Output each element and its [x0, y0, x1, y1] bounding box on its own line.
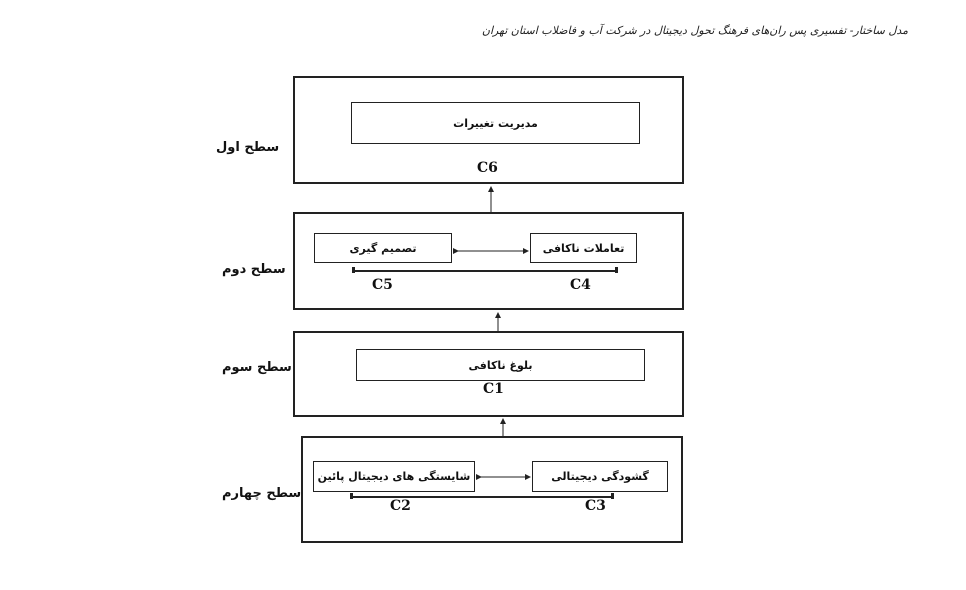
code-c2: C2: [390, 498, 411, 514]
level-4-label: سطح چهارم: [222, 486, 302, 501]
digital-openness-box: گشودگی دیجیتالی: [532, 461, 668, 492]
change-management-box: مدیریت تغییرات: [351, 102, 640, 144]
figure-caption: مدل ساختار- تفسیری پس ران‌های فرهنگ تحول دیجیتال در شرکت آب و فاضلاب استان تهران: [481, 24, 908, 37]
level-1-label: سطح اول: [216, 140, 280, 155]
code-c6: C6: [477, 160, 498, 176]
level-2-label: سطح دوم: [222, 262, 286, 277]
decision-making-box: تصمیم گیری: [314, 233, 452, 263]
low-digital-competencies-box: شایستگی های دیجیتال پائین: [313, 461, 475, 492]
code-c1: C1: [483, 381, 504, 397]
code-c5: C5: [372, 277, 393, 293]
insufficient-interactions-box: تعاملات ناکافی: [530, 233, 637, 263]
code-c4: C4: [570, 277, 591, 293]
level-3-label: سطح سوم: [222, 360, 292, 375]
code-c3: C3: [585, 498, 606, 514]
insufficient-maturity-box: بلوغ ناکافی: [356, 349, 645, 381]
